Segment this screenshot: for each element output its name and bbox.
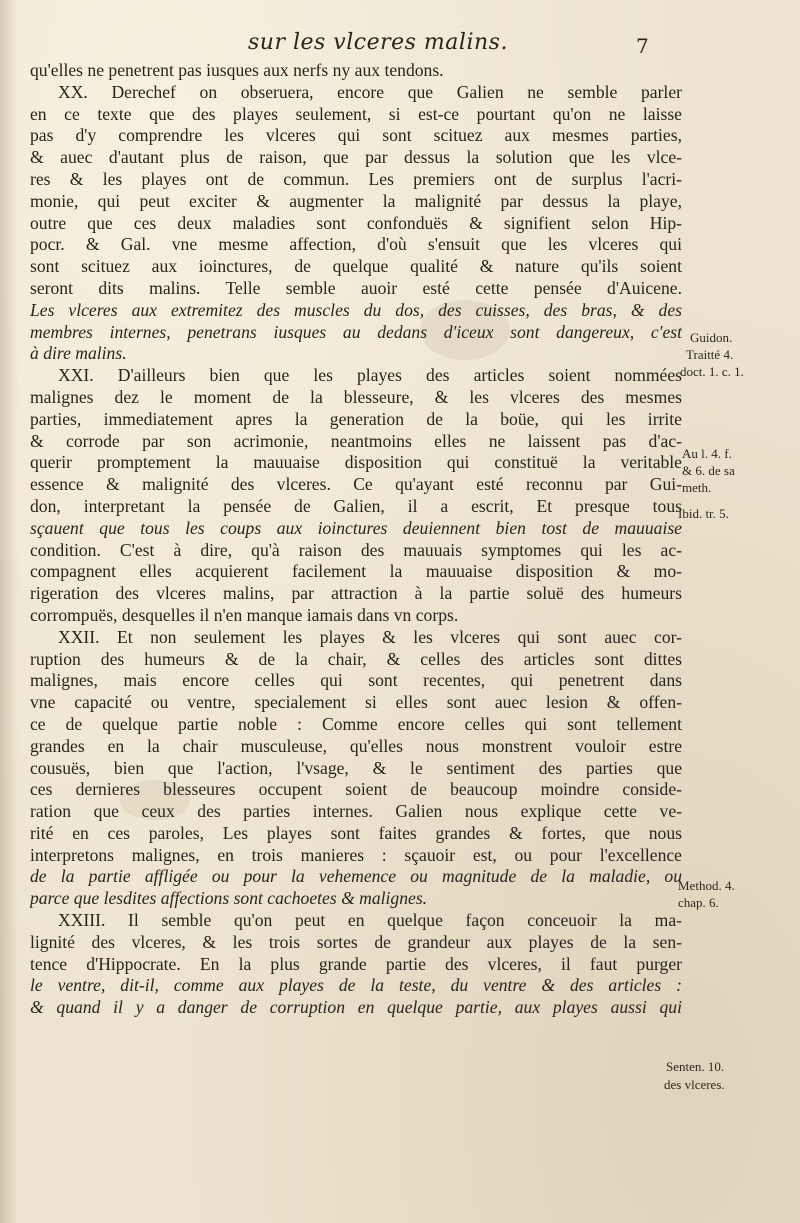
text-line: & quand il y a danger de corruption en quelque partie, aux playes aussi qui	[30, 997, 682, 1018]
text-line: Les vlceres aux extremitez des muscles du dos, des cuisses, des bras, & des	[30, 299, 682, 320]
text-line: sçauent que tous les coups aux ioinctures deuiennent bien tost de mauuaise	[30, 517, 682, 538]
text-line: ration que ceux des parties internes. Galien nous explique cette ve-	[30, 801, 682, 822]
text-line: tence d'Hippocrate. En la plus grande partie des vlceres, il faut purger	[30, 953, 682, 974]
text-line: rité en ces paroles, Les playes sont faites grandes & fortes, que nous	[30, 822, 682, 843]
text-line: vne capacité ou ventre, specialement si elles sont auec lesion & offen-	[30, 692, 682, 713]
page-number: 7	[636, 34, 649, 58]
text-line: outre que ces deux maladies sont confonduës & signifient selon Hip-	[30, 212, 682, 233]
text-line: qu'elles ne penetrent pas iusques aux nerfs ny aux tendons.	[30, 60, 444, 80]
text-line: pas d'y comprendre les vlceres qui sont scituez aux mesmes parties,	[30, 125, 682, 146]
text-line: XX. Derechef on obseruera, encore que Galien ne semble parler	[58, 81, 682, 102]
text-line: seront dits malins. Telle semble auoir esté cette pensée d'Auicene.	[30, 277, 682, 298]
text-line: interpretons malignes, en trois manieres : sçauoir est, ou pour l'excellence	[30, 844, 682, 865]
running-head	[0, 30, 800, 60]
margin-note: & 6. de sa	[682, 463, 735, 478]
text-line: malignes dez le moment de la blesseure, & les vlceres des mesmes	[30, 386, 682, 407]
gutter-shadow	[0, 0, 18, 1223]
text-line: à dire malins.	[30, 343, 127, 364]
margin-note: doct. 1. c. 1.	[680, 364, 744, 379]
text-line: parce que lesdites affections sont cachoetes & malignes.	[30, 888, 428, 909]
text-line: res & les playes ont de commun. Les premiers ont de surplus l'acri-	[30, 168, 682, 189]
text-line: parties, immediatement apres la generation de la boüe, qui les irrite	[30, 408, 682, 429]
text-line: XXI. D'ailleurs bien que les playes des articles soient nommées	[58, 365, 682, 386]
text-line: compagnent elles acquierent facilement la mauuaise disposition & mo-	[30, 561, 682, 582]
text-line: de la partie affligée ou pour la vehemence ou magnitude de la maladie, ou	[30, 866, 682, 887]
text-line: condition. C'est à dire, qu'à raison des mauuais symptomes qui les ac-	[30, 539, 682, 560]
text-line: cousuës, bien que l'action, l'vsage, & le sentiment des parties que	[30, 757, 682, 778]
margin-note: Traitté 4.	[686, 347, 734, 362]
text-line: monie, qui peut exciter & augmenter la malignité par dessus la playe,	[30, 190, 682, 211]
text-line: essence & malignité des vlceres. Ce qu'ayant esté reconnu par Gui-	[30, 474, 682, 495]
margin-note: Senten. 10.	[666, 1059, 725, 1074]
text-line: XXIII. Il semble qu'on peut en quelque façon conceuoir la ma-	[58, 910, 682, 931]
text-line: ce de quelque partie noble : Comme encore celles qui sont tellement	[30, 713, 682, 734]
margin-note: Au l. 4. f.	[682, 446, 732, 461]
text-line: membres internes, penetrans iusques au dedans d'iceux sont dangereux, c'est	[30, 321, 682, 342]
margin-note: chap. 6.	[678, 895, 719, 910]
text-line: sont scituez aux ioinctures, de quelque qualité & nature qu'ils soient	[30, 256, 682, 277]
text-line: don, interpretant la pensée de Galien, il a escrit, Et presque tous	[30, 495, 682, 516]
running-title: sur les vlceres malins.	[248, 30, 508, 55]
body-text	[30, 60, 682, 1019]
margin-note: des vlceres.	[664, 1077, 725, 1092]
text-line: le ventre, dit-il, comme aux playes de la teste, du ventre & des articles :	[30, 975, 682, 996]
text-line: malignes, mais encore celles qui sont recentes, qui penetrent dans	[30, 670, 682, 691]
text-line: grandes en la chair musculeuse, qu'elles nous monstrent vouloir estre	[30, 735, 682, 756]
text-line: ces dernieres blesseures occupent soient de beaucoup moindre conside-	[30, 779, 682, 800]
margin-note: meth.	[682, 480, 712, 495]
text-line: & auec d'autant plus de raison, que par dessus la solution que les vlce-	[30, 147, 682, 168]
text-line: corrompuës, desquelles il n'en manque iamais dans vn corps.	[30, 604, 459, 625]
text-line: ruption des humeurs & de la chair, & celles des articles sont dittes	[30, 648, 682, 669]
margin-note: Guidon.	[690, 330, 733, 345]
text-line: & corrode par son acrimonie, neantmoins elles ne laissent pas d'ac-	[30, 430, 682, 451]
text-line: pocr. & Gal. vne mesme affection, d'où s'ensuit que les vlceres qui	[30, 234, 682, 255]
margin-note: Method. 4.	[678, 878, 735, 893]
text-line: lignité des vlceres, & les trois sortes de grandeur aux playes de la sen-	[30, 931, 682, 952]
text-line: querir promptement la mauuaise disposition qui constituë la veritable	[30, 452, 682, 473]
text-line: XXII. Et non seulement les playes & les vlceres qui sont auec cor-	[58, 626, 682, 647]
text-line: en ce texte que des playes seulement, si est-ce pourtant qu'on ne laisse	[30, 103, 682, 124]
margin-note: Ibid. tr. 5.	[678, 506, 729, 521]
text-line: rigeration des vlceres malins, par attraction à la partie soluë des humeurs	[30, 583, 682, 604]
